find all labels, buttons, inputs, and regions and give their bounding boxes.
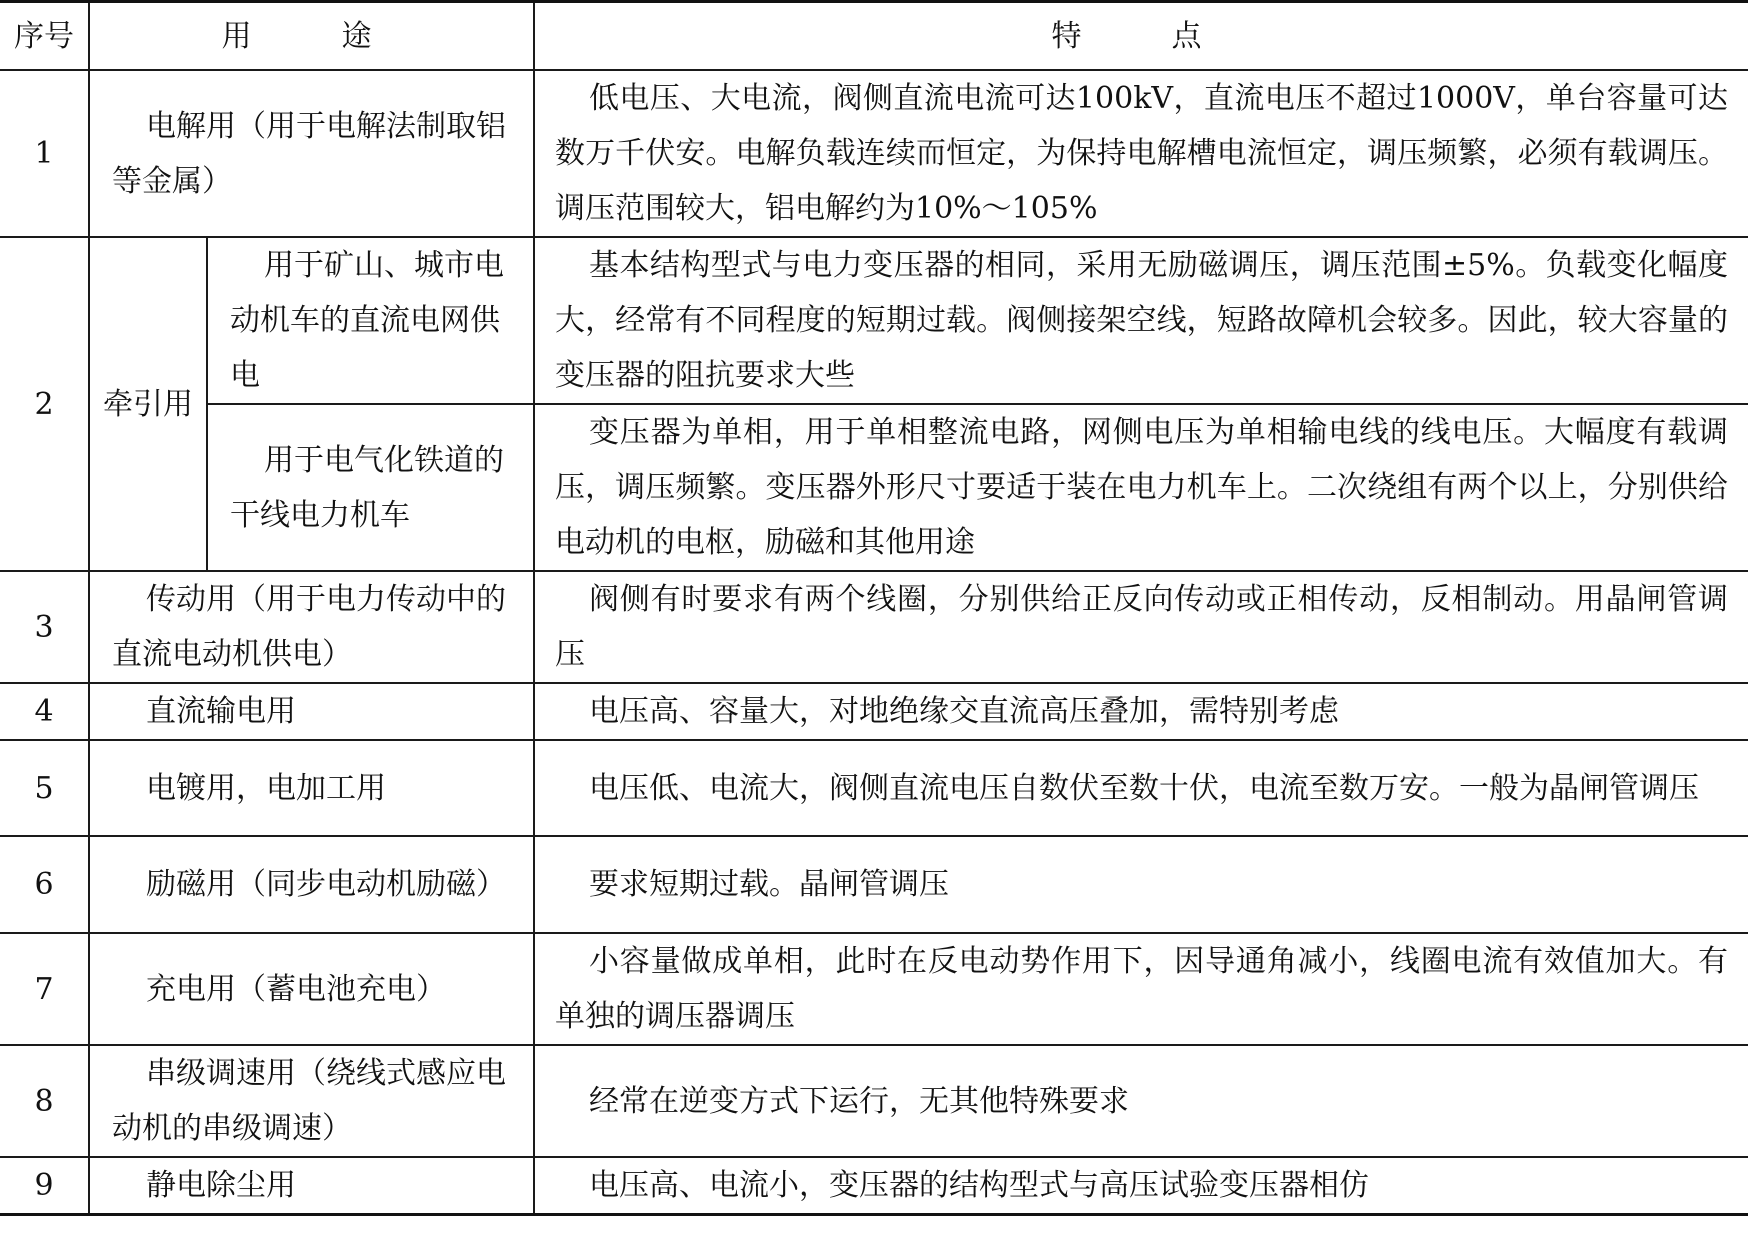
row-use: 牵引用 (89, 237, 207, 571)
row-features: 电压高、电流小，变压器的结构型式与高压试验变压器相仿 (534, 1157, 1748, 1215)
row-use: 电解用（用于电解法制取铝等金属） (89, 70, 534, 237)
row-features: 阀侧有时要求有两个线圈，分别供给正反向传动或正相传动，反相制动。用晶闸管调压 (534, 571, 1748, 683)
row-no: 3 (0, 571, 89, 683)
table-row (0, 571, 1748, 683)
row-no: 5 (0, 740, 89, 836)
header-row (0, 2, 1748, 71)
row-no: 4 (0, 683, 89, 740)
row-no: 1 (0, 70, 89, 237)
row-features: 要求短期过载。晶闸管调压 (534, 836, 1748, 933)
row-no: 6 (0, 836, 89, 933)
table-row (0, 836, 1748, 933)
row-use: 电镀用，电加工用 (89, 740, 534, 836)
table-row (0, 404, 1748, 571)
header-use: 用 途 (89, 2, 534, 71)
row-features: 基本结构型式与电力变压器的相同，采用无励磁调压，调压范围±5%。负载变化幅度大，经常有不同程度的短期过载。阀侧接架空线，短路故障机会较多。因此，较大容量的变压器的阻抗要求大些 (534, 237, 1748, 404)
header-features: 特 点 (534, 2, 1748, 71)
row-no: 2 (0, 237, 89, 571)
row-use: 静电除尘用 (89, 1157, 534, 1215)
row-no: 9 (0, 1157, 89, 1215)
table-row (0, 933, 1748, 1045)
row-features: 经常在逆变方式下运行，无其他特殊要求 (534, 1045, 1748, 1157)
row-no: 8 (0, 1045, 89, 1157)
row-use: 充电用（蓄电池充电） (89, 933, 534, 1045)
header-no: 序号 (0, 2, 89, 71)
row-features: 电压低、电流大，阀侧直流电压自数伏至数十伏，电流至数万安。一般为晶闸管调压 (534, 740, 1748, 836)
row-features: 小容量做成单相，此时在反电动势作用下，因导通角减小，线圈电流有效值加大。有单独的调压器调压 (534, 933, 1748, 1045)
row-no: 7 (0, 933, 89, 1045)
table-row (0, 1045, 1748, 1157)
row-features: 变压器为单相，用于单相整流电路，网侧电压为单相输电线的线电压。大幅度有载调压，调压频繁。变压器外形尺寸要适于装在电力机车上。二次绕组有两个以上，分别供给电动机的电枢，励磁和其他用途 (534, 404, 1748, 571)
row-use: 串级调速用（绕线式感应电动机的串级调速） (89, 1045, 534, 1157)
table-row (0, 70, 1748, 237)
table-row (0, 740, 1748, 836)
row-sub-use: 用于电气化铁道的干线电力机车 (207, 404, 534, 571)
row-features: 低电压、大电流，阀侧直流电流可达100kV，直流电压不超过1000V，单台容量可达数万千伏安。电解负载连续而恒定，为保持电解槽电流恒定，调压频繁，必须有载调压。调压范围较大，铝电解约为10%～105% (534, 70, 1748, 237)
row-features: 电压高、容量大，对地绝缘交直流高压叠加，需特别考虑 (534, 683, 1748, 740)
table-row (0, 237, 1748, 404)
row-use: 传动用（用于电力传动中的直流电动机供电） (89, 571, 534, 683)
row-use: 直流输电用 (89, 683, 534, 740)
row-use: 励磁用（同步电动机励磁） (89, 836, 534, 933)
row-sub-use: 用于矿山、城市电动机车的直流电网供电 (207, 237, 534, 404)
cropped-text-fragment (0, 1226, 1748, 1244)
table-row (0, 1157, 1748, 1215)
table-row (0, 683, 1748, 740)
